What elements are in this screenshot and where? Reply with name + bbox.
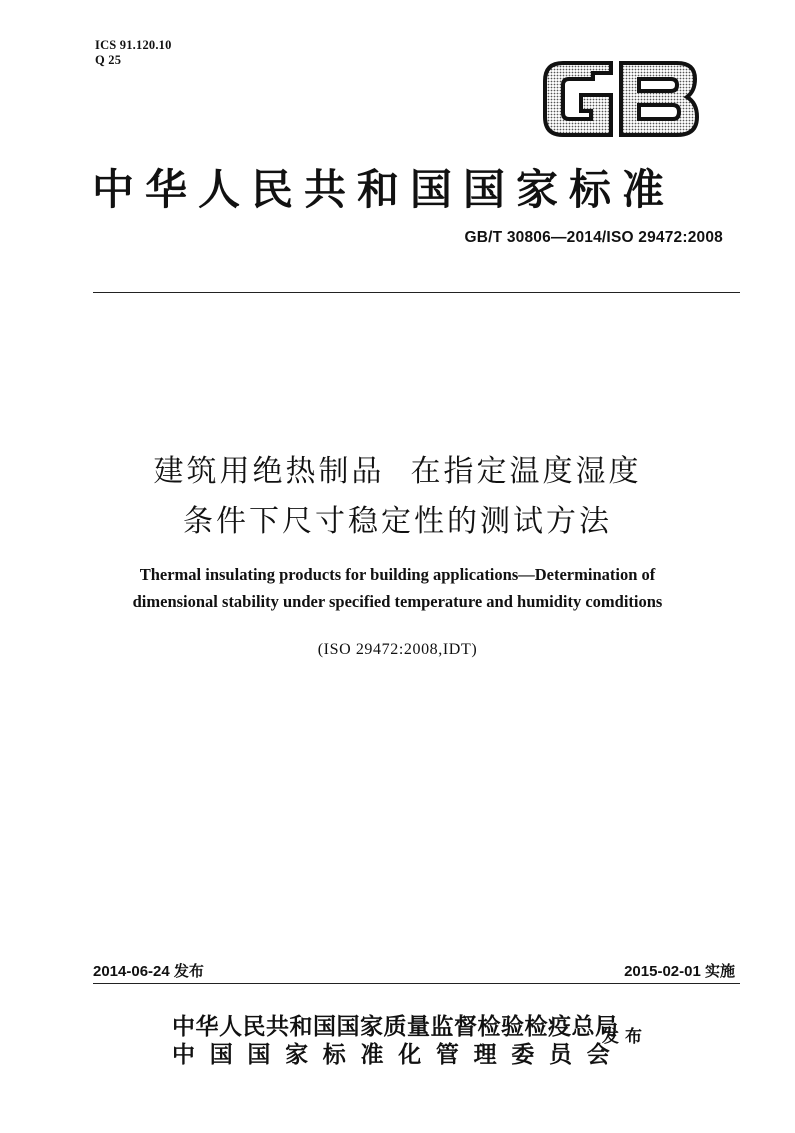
- gb-logo-graphic: [541, 59, 701, 139]
- issuer-aqsiq: 中华人民共和国国家质量监督检验检疫总局: [172, 1013, 619, 1040]
- english-title-line2: dimensional stability under specified temperature and humidity comditions: [132, 592, 663, 611]
- issuer-sac: 中国国家标准化管理委员会: [172, 1041, 625, 1068]
- footer-divider: [93, 983, 740, 984]
- english-title-line1: Thermal insulating products for building applications—Determination of: [139, 565, 656, 584]
- standard-number: GB/T 30806—2014/ISO 29472:2008: [464, 229, 723, 246]
- classification-codes: [95, 38, 172, 68]
- ics-code: ICS 91.120.10: [95, 38, 172, 52]
- implementation-date: 2015-02-01 实施: [624, 963, 735, 980]
- chinese-title-part2: 在指定温度湿度: [410, 454, 642, 489]
- header-divider: [93, 292, 740, 293]
- publish-label: 发布: [602, 1027, 648, 1047]
- chinese-title-line1: [0, 446, 795, 490]
- issue-date: 2014-06-24 发布: [93, 963, 204, 980]
- chinese-title-part1: 建筑用绝热制品: [153, 454, 385, 489]
- iso-equivalence: (ISO 29472:2008,IDT): [317, 641, 478, 658]
- chinese-title-line2: 条件下尺寸稳定性的测试方法: [183, 504, 612, 539]
- national-standard-heading: 中华人民共和国国家标准: [92, 165, 676, 214]
- gb-logo: [541, 59, 701, 139]
- ccs-code: Q 25: [95, 53, 122, 67]
